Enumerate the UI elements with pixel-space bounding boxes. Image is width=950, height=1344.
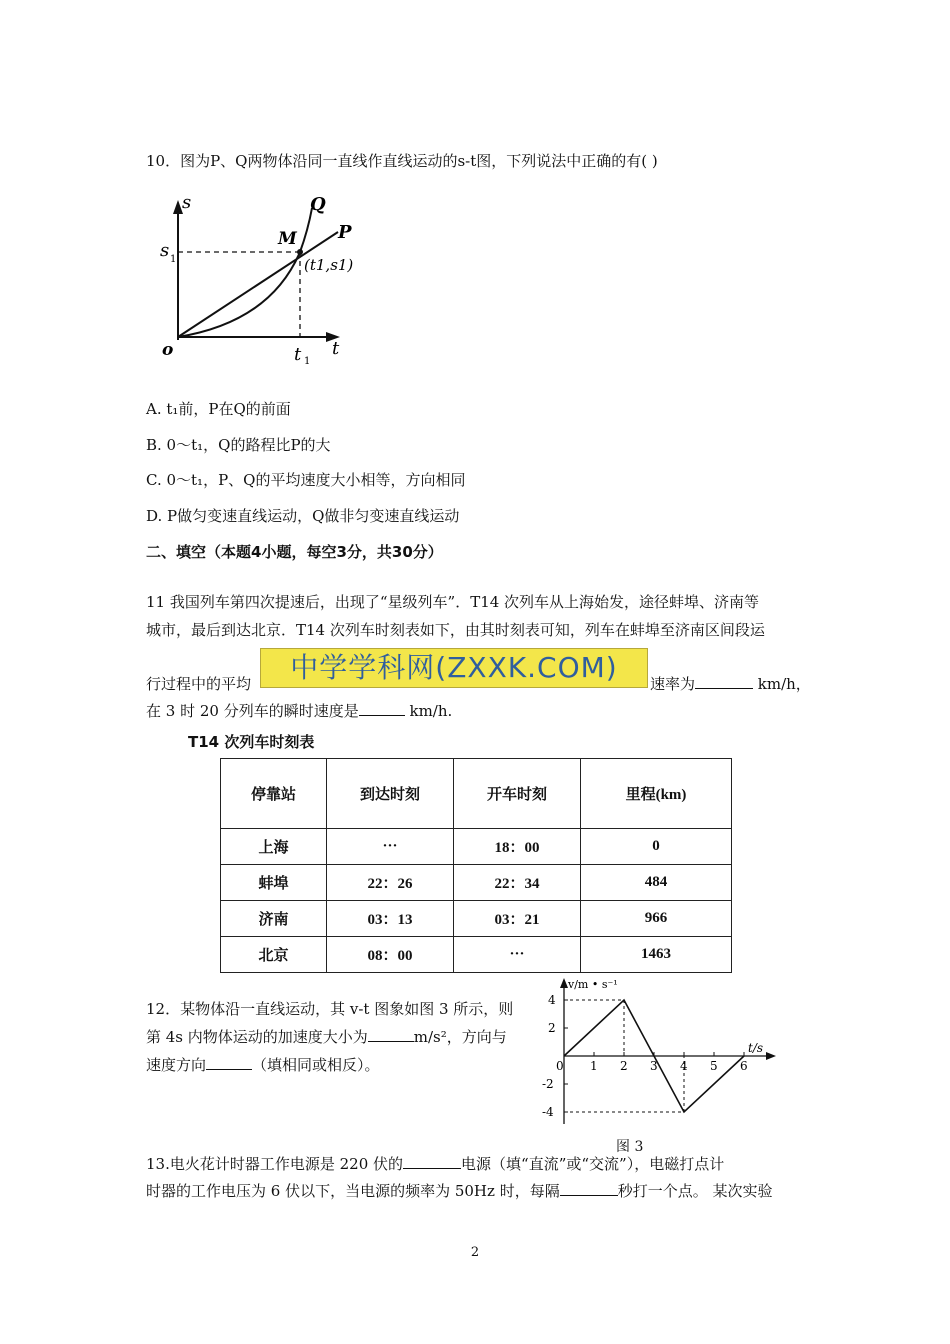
v-axis-arrow [560,978,568,988]
page-number: 2 [470,1245,480,1260]
series-P [178,232,338,337]
header-distance: 里程(km) [581,759,732,829]
t1-subscript: 1 [304,356,311,367]
header-station: 停靠站 [221,759,327,829]
q13-line2 [146,1180,772,1202]
t1-label: t [294,344,302,365]
q10-option-d: D. P做匀变速直线运动，Q做非匀变速直线运动 [146,507,460,525]
q13-line1-rest: 电源（填“直流”或“交流”），电磁打点计 [461,1155,725,1173]
cell-departure: 18：00 [454,829,581,865]
q10-option-c: C. 0～t₁，P、Q的平均速度大小相等，方向相同 [146,471,466,489]
x-tick-label: 2 [620,1059,628,1073]
cell-arrival: 08：00 [327,937,454,973]
x-tick-label: 4 [680,1059,688,1073]
header-departure: 开车时刻 [454,759,581,829]
st-graph [150,192,370,372]
table-row [221,865,732,901]
q11-line3 [146,673,251,695]
cell-distance: 0 [581,829,732,865]
q10-option-a: A. t₁前，P在Q的前面 [146,400,291,418]
y-tick-label: 4 [548,993,556,1007]
q11-blank-2[interactable] [359,701,405,716]
q10-stem: 10．图为P、Q两物体沿同一直线作直线运动的s-t图，下列说法中正确的有( ) [146,152,658,170]
y-tick-label: -4 [542,1105,554,1119]
cell-arrival: ··· [327,829,454,865]
table-header-row [221,759,732,829]
section-heading: 二、填空（本题4小题，每空3分，共30分） [146,543,443,561]
q13-line1 [146,1153,724,1175]
timetable-title: T14 次列车时刻表 [188,733,315,751]
q13-line2-rest: 秒打一个点。 某次实验 [617,1182,773,1200]
y-tick-label: -2 [542,1077,554,1091]
cell-distance: 484 [581,865,732,901]
v-axis-label: v/m • s⁻¹ [568,978,618,991]
q11-line4 [146,700,452,722]
q12-blank-1[interactable] [368,1027,414,1042]
q11-line1: 11 我国列车第四次提速后，出现了“星级列车”．T14 次列车从上海始发，途径蚌埠、济南等 [146,593,760,611]
y-tick-label: 2 [548,1021,556,1035]
origin-label: o [162,340,174,360]
q13-blank-2[interactable] [560,1181,618,1196]
header-arrival: 到达时刻 [327,759,454,829]
q12-line2 [146,1026,507,1048]
point-coordinate-label: (t1,s1) [304,256,354,274]
q11-line3-end [650,673,811,695]
q12-line3 [146,1054,380,1076]
q13-line1-text: 13.电火花计时器工作电源是 220 伏的 [146,1155,404,1173]
t-axis-arrow [766,1052,776,1060]
q12-line2-unit: m/s²，方向与 [413,1028,507,1046]
q11-line2: 城市，最后到达北京．T14 次列车时刻表如下，由其时刻表可知，列车在蚌埠至济南区间段运 [146,621,765,639]
q13-blank-1[interactable] [403,1154,461,1169]
q12-line3-text: 速度方向 [146,1056,207,1074]
vt-graph [540,974,780,1134]
table-row [221,829,732,865]
x-tick-label: 0 [556,1059,564,1073]
cell-station: 蚌埠 [221,865,327,901]
q12-blank-2[interactable] [206,1055,252,1070]
q11-line3-mid: 速率为 [650,675,696,693]
cell-arrival: 03：13 [327,901,454,937]
figure-caption: 图 3 [616,1139,644,1155]
cell-arrival: 22：26 [327,865,454,901]
q11-line3-start: 行过程中的平均 [146,675,252,693]
Q-label: Q [310,194,326,215]
x-tick-label: 3 [650,1059,658,1073]
cell-departure: 22：34 [454,865,581,901]
q10-option-b: B. 0～t₁，Q的路程比P的大 [146,436,331,454]
q13-line2-text: 时器的工作电压为 6 伏以下，当电源的频率为 50Hz 时，每隔 [146,1182,560,1200]
cell-station: 济南 [221,901,327,937]
cell-departure: 03：21 [454,901,581,937]
s-axis-label: s [182,192,192,213]
q12-line3-hint: （填相同或相反）。 [252,1056,380,1074]
point-M [297,249,303,255]
M-label: M [278,229,297,249]
q12-line1: 12．某物体沿一直线运动，其 v-t 图象如图 3 所示，则 [146,1000,514,1018]
watermark-logo: 中学学科网(ZXXK.COM) [260,648,648,688]
q11-blank-1[interactable] [695,674,753,689]
table-row [221,901,732,937]
x-tick-label: 1 [590,1059,598,1073]
cell-station: 北京 [221,937,327,973]
cell-station: 上海 [221,829,327,865]
cell-departure: ··· [454,937,581,973]
series-Q [178,208,312,337]
cell-distance: 966 [581,901,732,937]
table-row [221,937,732,973]
q11-line4-text: 在 3 时 20 分列车的瞬时速度是 [146,702,359,720]
t-axis-label: t/s [748,1041,764,1055]
q11-line4-unit: km/h. [404,702,453,720]
timetable [220,758,732,973]
q11-line3-unit: km/h， [753,675,811,693]
x-tick-label: 5 [710,1059,718,1073]
cell-distance: 1463 [581,937,732,973]
P-label: P [338,222,352,243]
q12-line2-text: 第 4s 内物体运动的加速度大小为 [146,1028,368,1046]
s1-label: s [160,240,170,261]
x-tick-label: 6 [740,1059,748,1073]
s1-subscript: 1 [170,254,177,265]
t-axis-label: t [332,338,340,359]
